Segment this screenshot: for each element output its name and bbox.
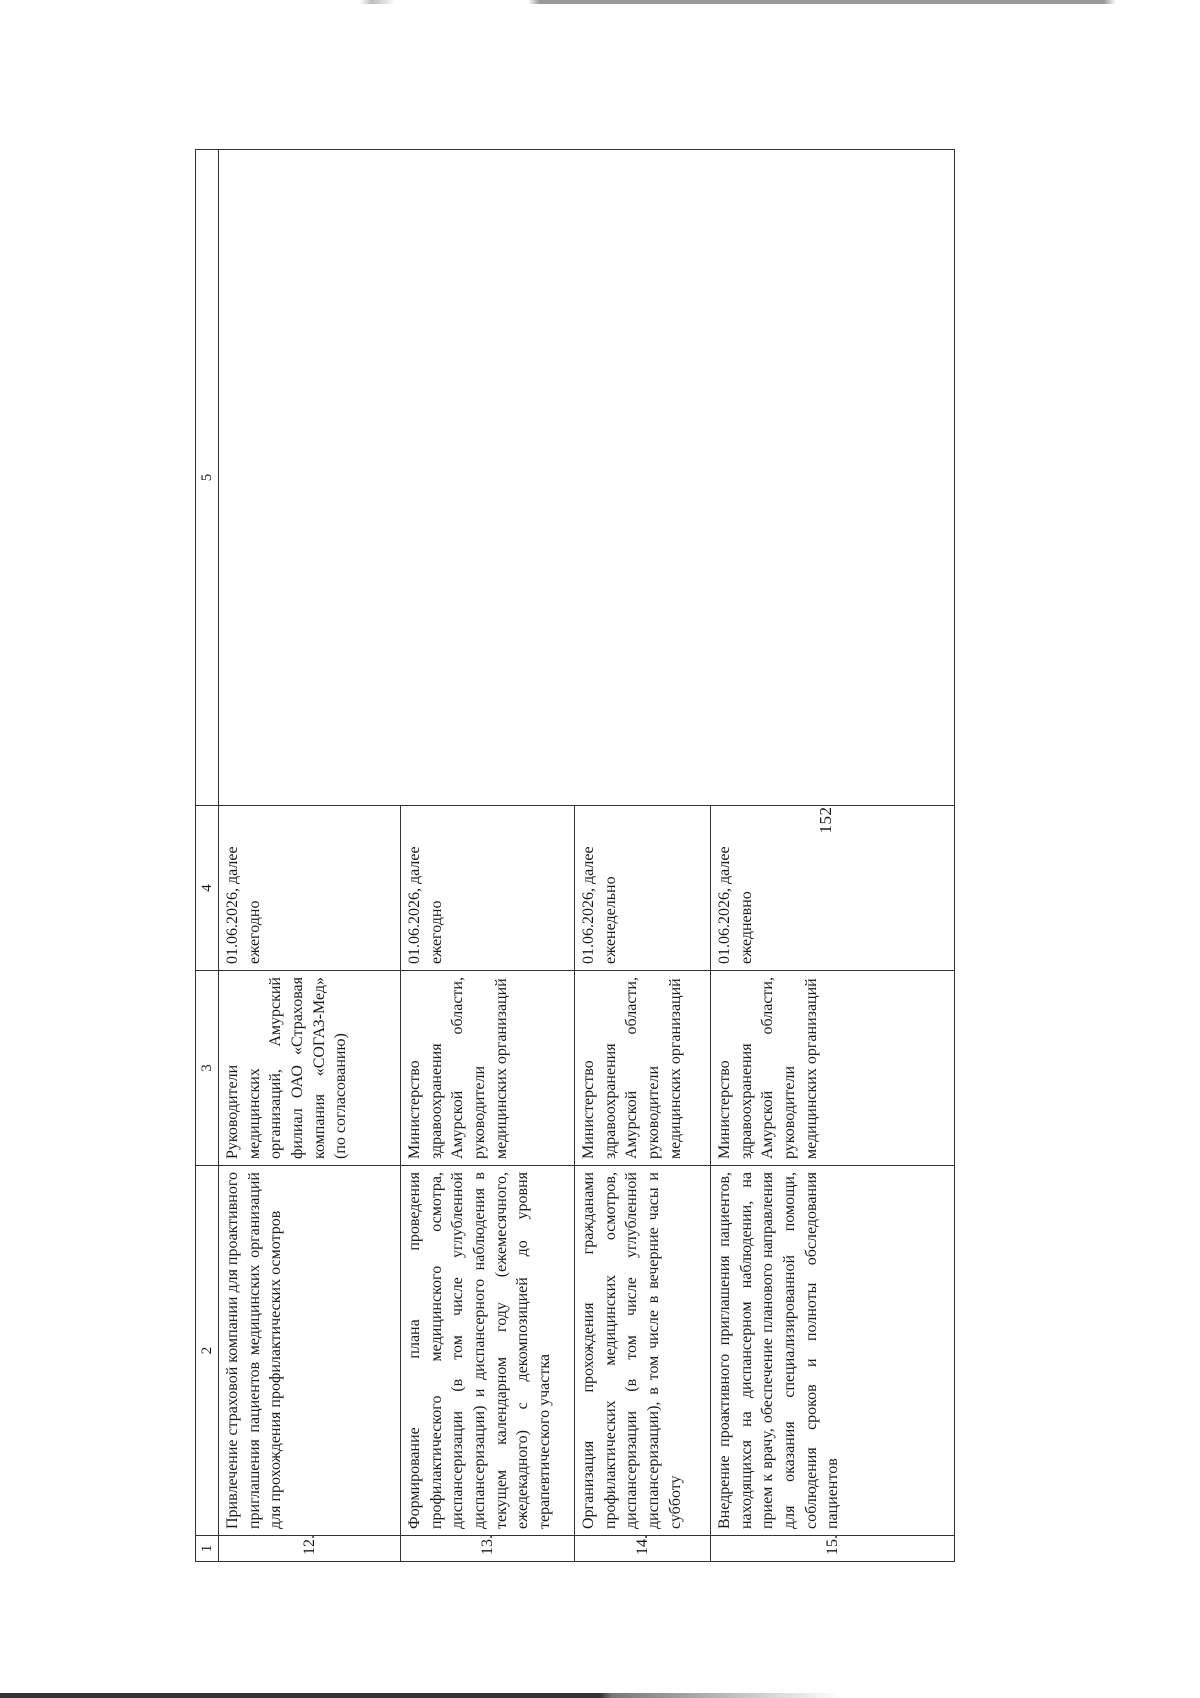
responsible-cell: Министерство здравоохранения Амурской области, руководители медицинских организаций <box>575 971 711 1166</box>
measure-cell: Формирование плана проведения профилактического медицинского осмотра, диспансеризации (в том числе углубленной диспансеризации) и диспансерного наблюдения в текущем календарном году (ежемесячного, ежедекадного) с декомпозицией до уровня терапевтического участка <box>401 1166 575 1536</box>
header-cell: 1 <box>196 1536 219 1562</box>
responsible-cell: Министерство здравоохранения Амурской области, руководители медицинских организаций <box>401 971 575 1166</box>
header-cell: 5 <box>196 150 219 806</box>
page-number: 152 <box>816 806 835 834</box>
measure-cell: Организация прохождения гражданами профилактических медицинских осмотров, диспансеризации (в том числе углубленной диспансеризации), в том числе в вечерние часы и субботу <box>575 1166 711 1536</box>
result-cell <box>219 150 955 806</box>
measure-cell: Привлечение страховой компании для проактивного приглашения пациентов медицинских организаций для прохождения профилактических осмотров <box>219 1166 401 1536</box>
row-number: 12. <box>219 1536 401 1562</box>
responsible-cell: Руководители медицинских организаций, Амурский филиал ОАО «Страховая компания «СОГАЗ-Мед» (по согласованию) <box>219 971 401 1166</box>
table-row <box>219 150 401 1562</box>
deadline-cell: 01.06.2026, далее еженедельно <box>575 806 711 971</box>
deadline-cell: 01.06.2026, далее ежегодно <box>219 806 401 971</box>
responsible-cell: Министерство здравоохранения Амурской области, руководители медицинских организаций <box>711 971 955 1166</box>
measure-cell: Внедрение проактивного приглашения пациентов, находящихся на диспансерном наблюдении, на прием к врачу, обеспечение планового направления для оказания специализированной помощи, соблюдения сроков и полноты обследования пациентов <box>711 1166 955 1536</box>
row-number: 13. <box>401 1536 575 1562</box>
row-number: 15. <box>711 1536 955 1562</box>
row-number: 14. <box>575 1536 711 1562</box>
header-row <box>196 150 219 1562</box>
header-cell: 3 <box>196 971 219 1166</box>
scan-edge-top <box>0 0 1200 4</box>
header-cell: 4 <box>196 806 219 971</box>
measures-table <box>195 149 955 1562</box>
scan-edge-bottom <box>0 1693 1200 1698</box>
deadline-cell: 01.06.2026, далее ежегодно <box>401 806 575 971</box>
header-cell: 2 <box>196 1166 219 1536</box>
deadline-cell: 01.06.2026, далее ежедневно <box>711 806 955 971</box>
rotated-table-container <box>195 150 955 1562</box>
